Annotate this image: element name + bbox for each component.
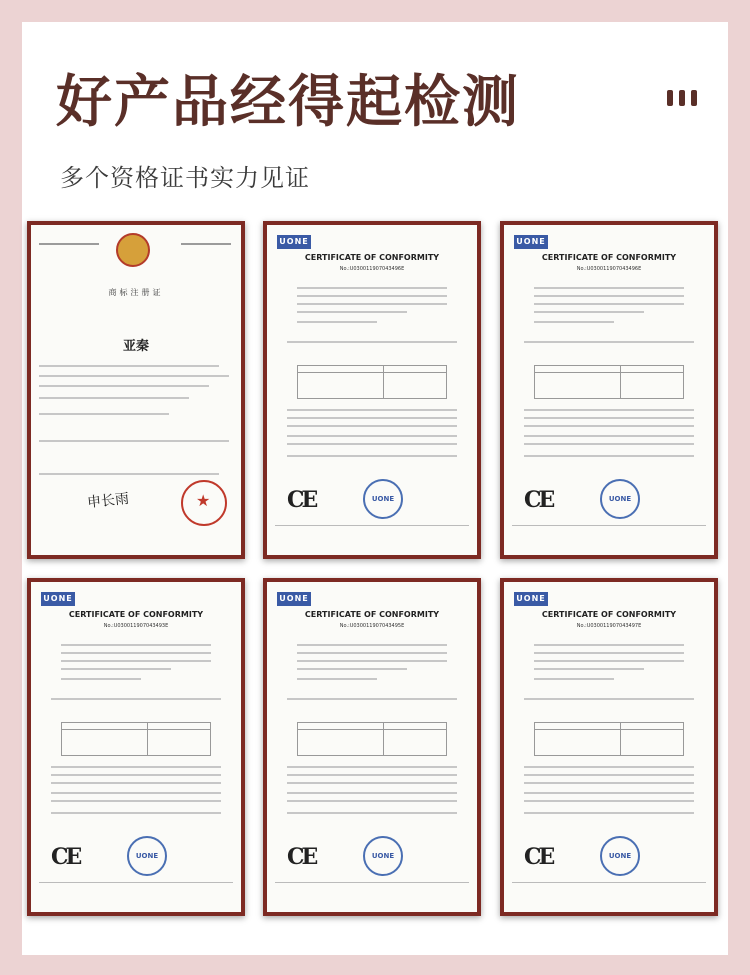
menu-bars-icon xyxy=(667,90,697,106)
certificate-title: CERTIFICATE OF CONFORMITY xyxy=(541,610,677,619)
ce-certificate-5 xyxy=(500,578,718,916)
ce-certificate-3 xyxy=(27,578,245,916)
uone-logo: UONE xyxy=(277,235,311,249)
ce-certificate-4 xyxy=(263,578,481,916)
certificate-number: No.:U030011907043497E xyxy=(576,623,642,629)
uone-logo: UONE xyxy=(514,235,548,249)
certificate-number: No.:U030011907043496E xyxy=(576,266,642,272)
ce-certificate-1 xyxy=(263,221,481,559)
ce-mark: CE xyxy=(524,487,553,513)
trademark-name: 亚秦 xyxy=(122,339,149,354)
certificate-title: CERTIFICATE OF CONFORMITY xyxy=(304,253,440,262)
standards-table xyxy=(297,365,447,399)
uone-seal-icon: UONE xyxy=(600,479,640,519)
signature: 申长雨 xyxy=(86,490,130,512)
uone-seal-icon: UONE xyxy=(600,836,640,876)
certificate-title: CERTIFICATE OF CONFORMITY xyxy=(304,610,440,619)
national-emblem-icon xyxy=(116,233,150,267)
ce-mark: CE xyxy=(51,844,80,870)
certificate-number: No.:U030011907043495E xyxy=(339,623,405,629)
uone-seal-icon: UONE xyxy=(127,836,167,876)
certificate-number: No.:U030011907043493E xyxy=(103,623,169,629)
uone-seal-icon: UONE xyxy=(363,479,403,519)
standards-table xyxy=(297,722,447,756)
certificate-title: CERTIFICATE OF CONFORMITY xyxy=(541,253,677,262)
trademark-certificate xyxy=(27,221,245,559)
uone-logo: UONE xyxy=(514,592,548,606)
ce-mark: CE xyxy=(524,844,553,870)
uone-logo: UONE xyxy=(41,592,75,606)
standards-table xyxy=(534,365,684,399)
uone-logo: UONE xyxy=(277,592,311,606)
standards-table xyxy=(61,722,211,756)
ce-mark: CE xyxy=(287,844,316,870)
ce-certificate-2 xyxy=(500,221,718,559)
page-title: 好产品经得起检测 xyxy=(56,70,520,135)
certificate-heading: 商标注册证 xyxy=(108,288,164,297)
ce-mark: CE xyxy=(287,487,316,513)
standards-table xyxy=(534,722,684,756)
uone-seal-icon: UONE xyxy=(363,836,403,876)
certificate-number: No.:U030011907043496E xyxy=(339,266,405,272)
red-seal-icon xyxy=(181,480,227,526)
page-subtitle: 多个资格证书实力见证 xyxy=(60,164,310,192)
certificate-paper xyxy=(31,225,241,555)
certificate-title: CERTIFICATE OF CONFORMITY xyxy=(68,610,204,619)
